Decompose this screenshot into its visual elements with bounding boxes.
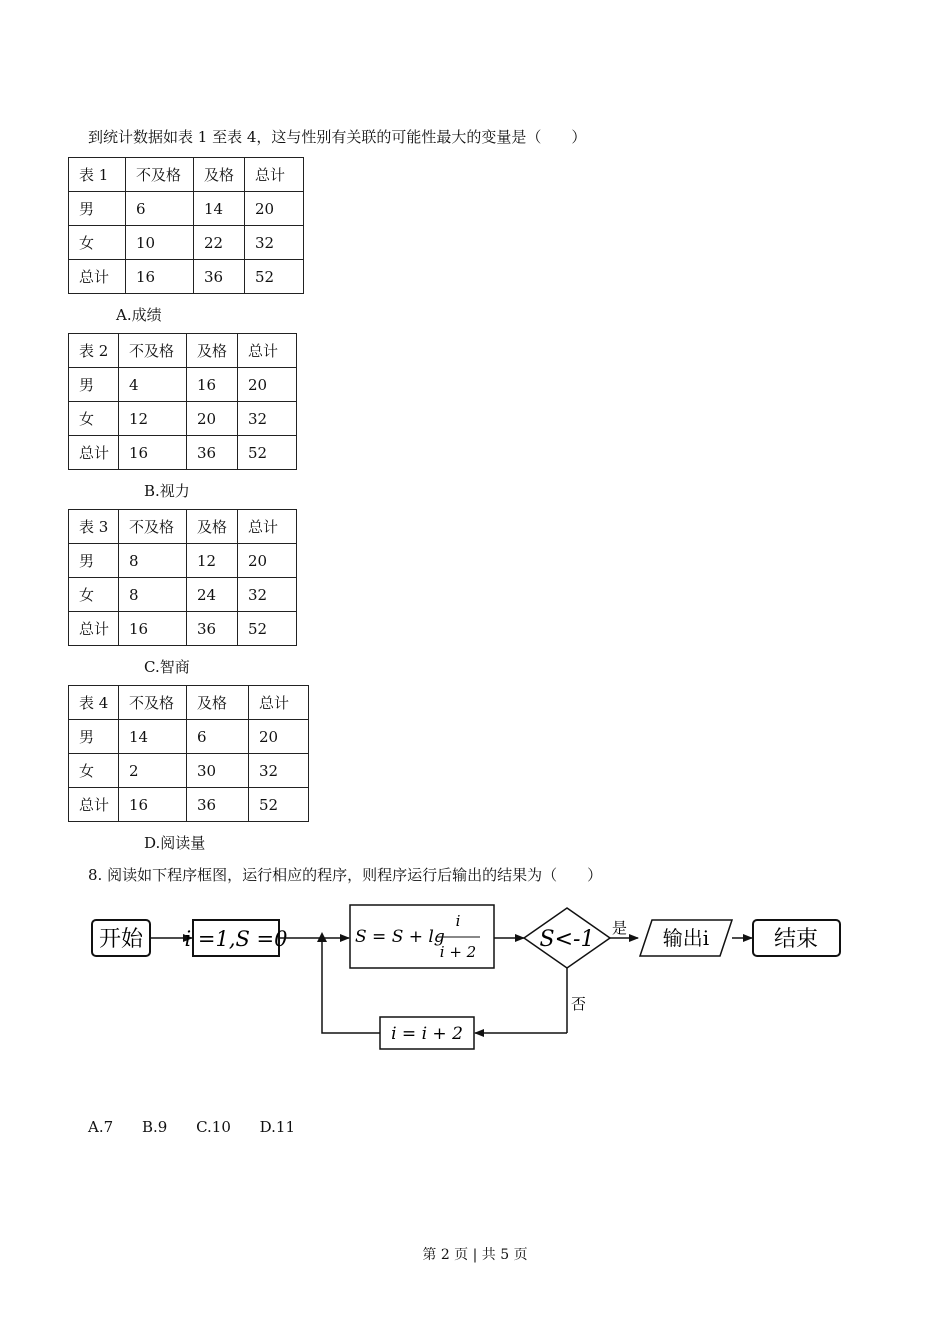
table-row [69,720,309,754]
table-cell: 6 [187,720,249,754]
table-cell: 16 [119,436,187,470]
answer-choices [88,1118,319,1136]
table-cell: 16 [119,788,187,822]
table-header-cell: 不及格 [119,686,187,720]
question-8-text: 8. 阅读如下程序框图，运行相应的程序，则程序运行后输出的结果为（ ） [88,866,603,884]
table-cell: 总计 [69,788,119,822]
option-b-label: B.视力 [144,482,190,500]
table-cell: 8 [119,544,187,578]
table-cell: 36 [187,612,238,646]
stat-table-3 [68,509,297,646]
answer-a: A.7 [88,1118,114,1136]
page-footer: 第 2 页 | 共 5 页 [422,1247,528,1263]
table-cell: 24 [187,578,238,612]
stat-table-2 [68,333,297,470]
table-header-cell: 及格 [187,686,249,720]
table-header-cell: 表 4 [69,686,119,720]
table-cell: 16 [126,260,194,294]
table-cell: 52 [238,436,297,470]
table-cell: 14 [119,720,187,754]
option-a-label: A.成绩 [116,306,162,324]
table-cell: 32 [245,226,304,260]
table-header-cell: 及格 [194,158,245,192]
table-cell: 女 [69,402,119,436]
table-cell: 52 [249,788,309,822]
table-cell: 32 [238,578,297,612]
table-cell: 男 [69,544,119,578]
table-cell: 20 [238,368,297,402]
table-row [69,788,309,822]
table-row [69,368,297,402]
table-row [69,436,297,470]
table-row [69,754,309,788]
stat-table-4 [68,685,309,822]
end-node-label: 结束 [773,927,819,952]
table-cell: 20 [238,544,297,578]
table-cell: 32 [238,402,297,436]
table-header-cell: 总计 [238,510,297,544]
table-cell: 男 [69,720,119,754]
answer-b: B.9 [141,1118,168,1136]
table-cell: 36 [187,788,249,822]
table-header-cell: 表 1 [69,158,126,192]
no-label: 否 [571,995,587,1013]
table-header-cell: 表 2 [69,334,119,368]
fraction-numerator: i [455,912,461,930]
table-row [69,612,297,646]
output-label: 输出i [662,926,710,950]
table-cell: 女 [69,754,119,788]
table-header-cell: 不及格 [119,334,187,368]
table-row [69,402,297,436]
table-header-cell: 总计 [238,334,297,368]
table-cell: 女 [69,578,119,612]
stat-table-1 [68,157,304,294]
table-cell: 6 [126,192,194,226]
table-row [69,544,297,578]
table-cell: 2 [119,754,187,788]
table-cell: 52 [238,612,297,646]
table-cell: 36 [187,436,238,470]
table-cell: 总计 [69,612,119,646]
start-node-label: 开始 [98,927,144,952]
answer-c: C.10 [196,1118,231,1136]
question-intro: 到统计数据如表 1 至表 4，这与性别有关联的可能性最大的变量是（ ） [88,128,587,146]
table-cell: 总计 [69,260,126,294]
table-header-cell: 及格 [187,510,238,544]
option-c-label: C.智商 [144,658,190,676]
table-cell: 8 [119,578,187,612]
table-cell: 男 [69,192,126,226]
table-row [69,578,297,612]
table-header-cell: 不及格 [126,158,194,192]
init-node-label: i =1,S =0 [184,927,288,951]
table-cell: 16 [187,368,238,402]
increment-label: i = i + 2 [391,1024,463,1044]
table-cell: 20 [245,192,304,226]
table-row [69,192,304,226]
table-row [69,260,304,294]
table-cell: 10 [126,226,194,260]
table-cell: 总计 [69,436,119,470]
table-header-cell: 总计 [245,158,304,192]
fraction-denominator: i + 2 [439,943,477,961]
table-cell: 20 [249,720,309,754]
update-s-formula: S = S + lg [355,927,445,947]
program-flowchart [0,895,950,1070]
table-cell: 男 [69,368,119,402]
table-cell: 36 [194,260,245,294]
table-row [69,226,304,260]
table-cell: 16 [119,612,187,646]
table-header-cell: 不及格 [119,510,187,544]
table-header-cell: 及格 [187,334,238,368]
table-cell: 12 [187,544,238,578]
option-d-label: D.阅读量 [144,834,206,852]
table-cell: 52 [245,260,304,294]
table-cell: 30 [187,754,249,788]
table-cell: 女 [69,226,126,260]
table-cell: 12 [119,402,187,436]
answer-d: D.11 [259,1118,296,1136]
table-header-cell: 表 3 [69,510,119,544]
yes-label: 是 [612,919,628,937]
table-cell: 20 [187,402,238,436]
table-cell: 14 [194,192,245,226]
table-header-cell: 总计 [249,686,309,720]
table-cell: 4 [119,368,187,402]
table-cell: 32 [249,754,309,788]
table-cell: 22 [194,226,245,260]
condition-label: S<-1 [539,927,595,952]
